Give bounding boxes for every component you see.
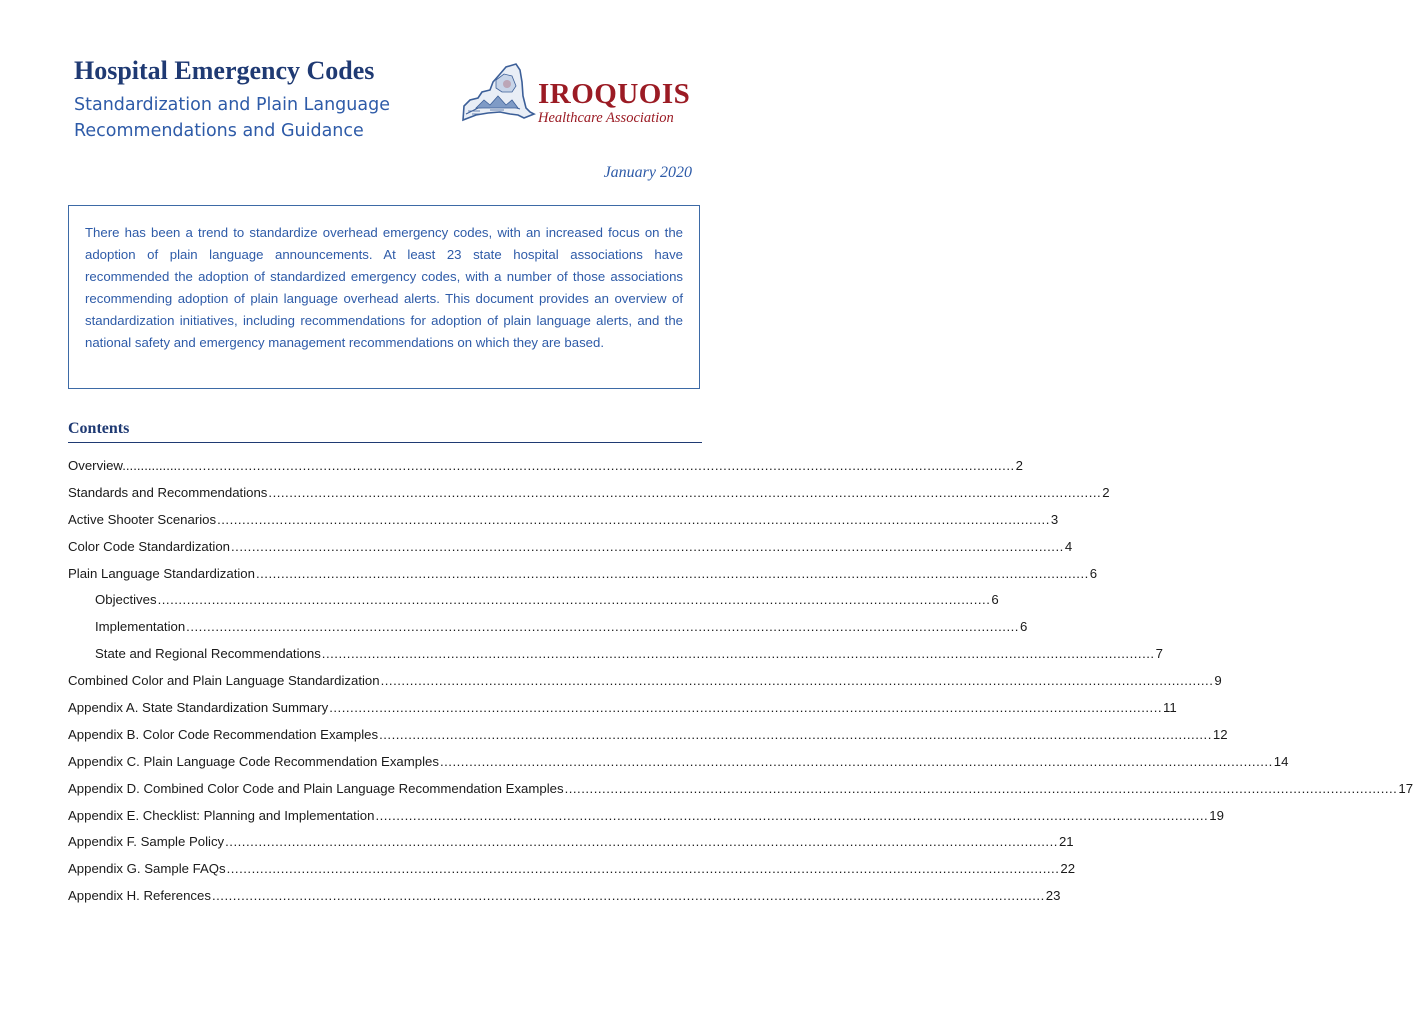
toc-dot-leader: ........................................................................................................................................................................................................: [439, 753, 1273, 769]
toc-dot-leader: ........................................................................................................................................................................................................: [375, 807, 1209, 823]
toc-entry[interactable]: [68, 565, 1098, 593]
logo-name: IROQUOIS: [538, 78, 691, 110]
toc-entry-label[interactable]: Appendix B. Color Code Recommendation Examples: [68, 726, 379, 742]
toc-entry-label[interactable]: Plain Language Standardization: [68, 565, 255, 581]
toc-entry[interactable]: [68, 592, 999, 619]
new-york-state-map-icon: [460, 62, 536, 124]
toc-entry-page[interactable]: 3: [1050, 511, 1059, 527]
toc-entry[interactable]: [68, 834, 1074, 861]
toc-entry[interactable]: [68, 673, 1222, 700]
contents-heading: Contents: [68, 420, 130, 437]
toc-entry-page[interactable]: 21: [1058, 834, 1074, 850]
subtitle-line: Recommendations and Guidance: [74, 121, 364, 141]
toc-dot-leader: ........................................................................................................................................................................................................: [226, 861, 1060, 877]
toc-dot-leader: ........................................................................................................................................................................................................: [157, 592, 991, 608]
toc-dot-leader: ........................................................................................................................................................................................................: [255, 565, 1089, 581]
toc-entry-page[interactable]: 12: [1212, 726, 1228, 742]
toc-entry[interactable]: [68, 538, 1073, 566]
toc-entry-page[interactable]: 9: [1214, 673, 1222, 689]
toc-entry-label[interactable]: Appendix C. Plain Language Code Recommendation Examples: [68, 753, 439, 769]
toc-entry[interactable]: [68, 888, 1061, 915]
toc-entry-page[interactable]: 17: [1398, 780, 1413, 796]
toc-entry-page[interactable]: 6: [991, 592, 999, 608]
toc-entry[interactable]: [68, 458, 1023, 485]
toc-entry[interactable]: [68, 780, 1413, 808]
intro-box: [68, 205, 700, 389]
toc-dot-leader: ........................................................................................................................................................................................................: [181, 458, 1015, 473]
toc-entry[interactable]: [68, 753, 1289, 781]
toc-entry[interactable]: [68, 646, 1163, 673]
toc-entry[interactable]: [68, 726, 1228, 754]
contents-divider: [68, 442, 702, 443]
toc-entry[interactable]: [68, 861, 1076, 888]
iroquois-logo: [460, 62, 710, 134]
toc-dot-leader: ........................................................................................................................................................................................................: [231, 538, 1064, 554]
toc-entry-label[interactable]: Objectives: [95, 592, 157, 608]
toc-dot-leader: ........................................................................................................................................................................................................: [380, 673, 1214, 689]
toc-entry-label[interactable]: Appendix D. Combined Color Code and Plain Language Recommendation Examples: [68, 780, 564, 796]
toc-entry-label[interactable]: Appendix H. References: [68, 888, 211, 904]
toc-dot-leader: ........................................................................................................................................................................................................: [268, 484, 1102, 500]
publication-date: January 2020: [603, 164, 692, 181]
toc-entry-label[interactable]: Appendix E. Checklist: Planning and Implementation: [68, 807, 375, 823]
toc-entry-label[interactable]: Implementation: [95, 619, 186, 635]
toc-entry-page[interactable]: 19: [1209, 807, 1224, 823]
toc-entry-page[interactable]: 6: [1089, 565, 1098, 581]
toc-entry-page[interactable]: 14: [1273, 753, 1289, 769]
toc-dot-leader: ........................................................................................................................................................................................................: [217, 511, 1050, 527]
toc-entry-page[interactable]: 11: [1163, 700, 1177, 716]
toc-entry[interactable]: [68, 619, 1028, 646]
toc-entry-label[interactable]: Active Shooter Scenarios: [68, 511, 217, 527]
toc-dot-leader: ........................................................................................................................................................................................................: [211, 888, 1045, 904]
toc-entry-page[interactable]: 2: [1102, 484, 1110, 500]
logo-tagline: Healthcare Association: [538, 110, 674, 126]
intro-text: There has been a trend to standardize overhead emergency codes, with an increased focus on the adoption of plain language announcements. At least 23 state hospital associations have recommended the adoption of standardized emergency codes, with a number of those associations recommending adoption of plain language overhead alerts. This document provides an overview of standardization initiatives, including recommendations for adoption of plain language alerts, and the national safety and emergency management recommendations on which they are based.: [85, 225, 683, 350]
toc-dot-leader: ........................................................................................................................................................................................................: [329, 700, 1163, 716]
toc-dot-leader: ........................................................................................................................................................................................................: [321, 646, 1155, 662]
toc-entry[interactable]: [68, 700, 1177, 727]
toc-entry-label[interactable]: Color Code Standardization: [68, 538, 231, 554]
toc-entry-label[interactable]: Appendix G. Sample FAQs: [68, 861, 226, 877]
toc-entry-page[interactable]: 6: [1019, 619, 1028, 635]
toc-entry[interactable]: [68, 511, 1059, 539]
toc-entry-label[interactable]: Appendix F. Sample Policy: [68, 834, 225, 850]
toc-dot-leader: ........................................................................................................................................................................................................: [379, 726, 1212, 742]
toc-entry-page[interactable]: 22: [1060, 861, 1076, 877]
toc-dot-leader: ........................................................................................................................................................................................................: [564, 780, 1398, 796]
toc-entry-page[interactable]: 23: [1045, 888, 1061, 904]
toc-dot-leader: ........................................................................................................................................................................................................: [186, 619, 1019, 635]
toc-entry-label[interactable]: State and Regional Recommendations: [95, 646, 321, 662]
toc-entry-page[interactable]: 2: [1015, 458, 1023, 473]
toc-entry-page[interactable]: 4: [1064, 538, 1073, 554]
toc-entry[interactable]: [68, 807, 1224, 835]
toc-entry-label[interactable]: Appendix A. State Standardization Summary: [68, 700, 329, 716]
toc-entry[interactable]: [68, 484, 1110, 512]
document-title: Hospital Emergency Codes: [74, 56, 375, 85]
subtitle-line: Standardization and Plain Language: [74, 95, 390, 115]
toc-entry-label[interactable]: Standards and Recommendations: [68, 484, 268, 500]
document-subtitle: [74, 92, 454, 144]
toc-entry-label[interactable]: Combined Color and Plain Language Standardization: [68, 673, 380, 689]
table-of-contents: [68, 458, 1413, 915]
toc-dot-leader: ........................................................................................................................................................................................................: [225, 834, 1058, 850]
toc-entry-label[interactable]: Overview................: [68, 458, 181, 473]
toc-entry-page[interactable]: 7: [1155, 646, 1163, 662]
